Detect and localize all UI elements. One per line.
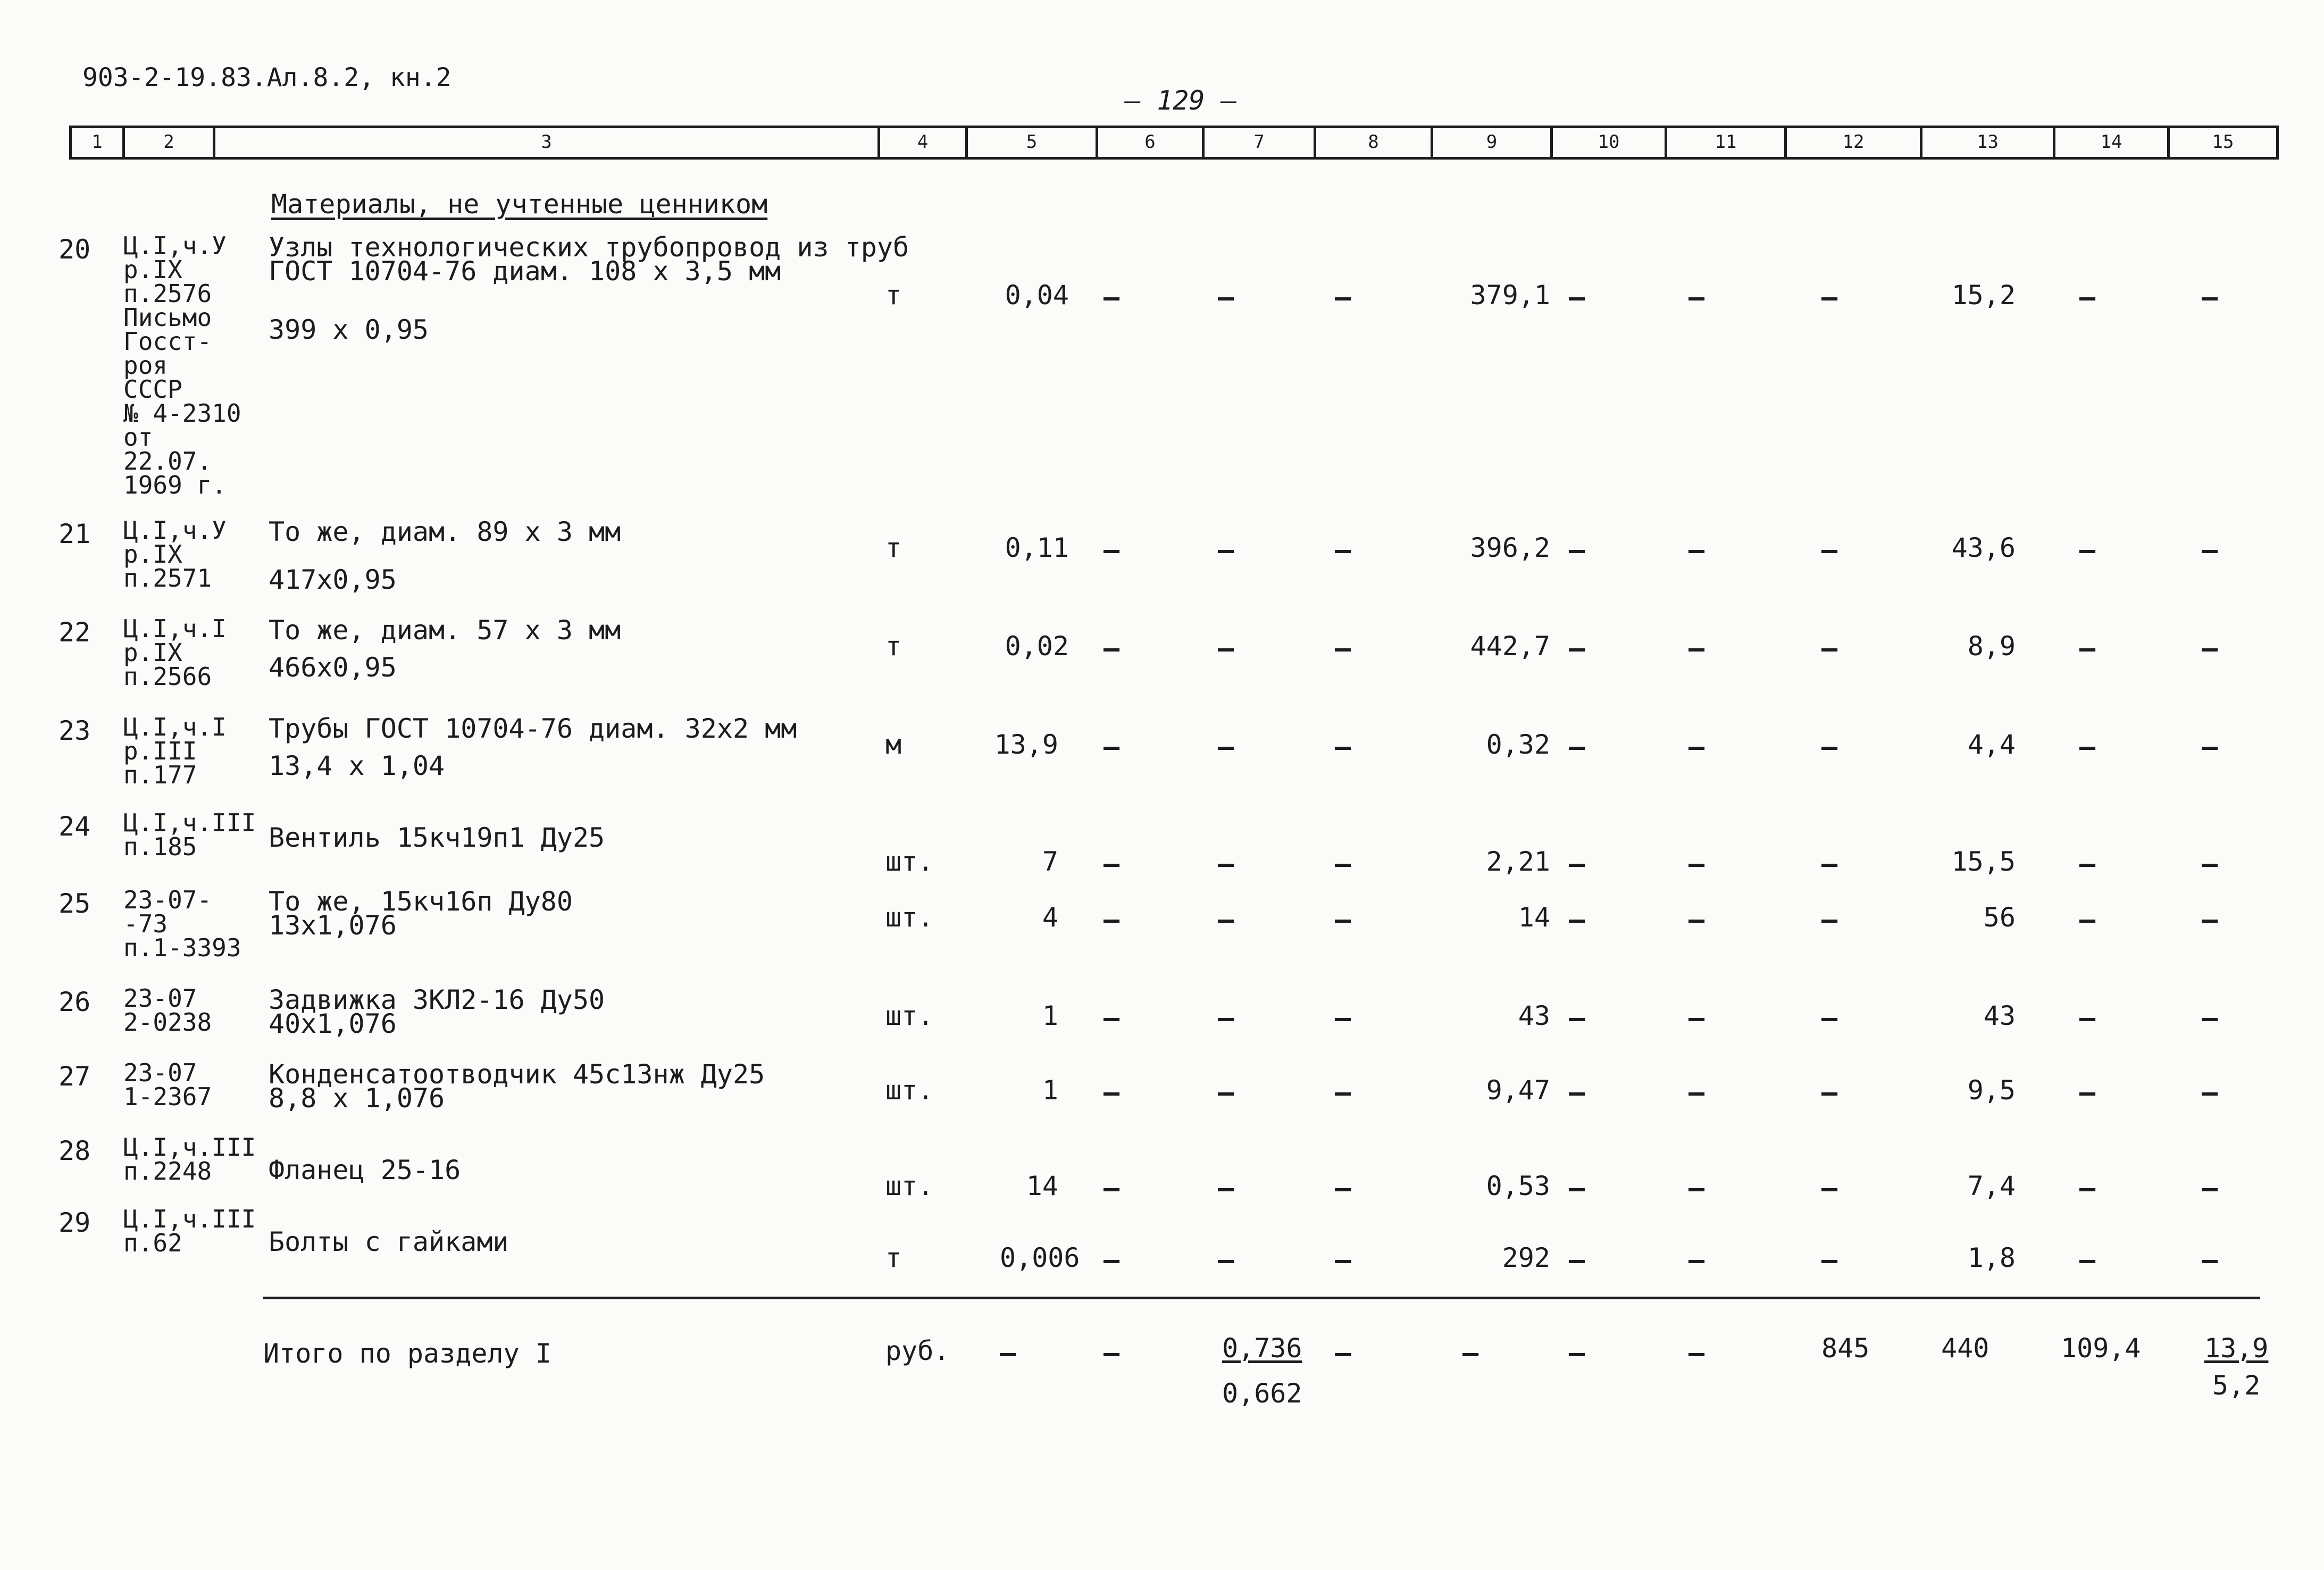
c11-cell: – bbox=[1688, 731, 1705, 762]
c9-cell: 43 bbox=[1518, 1000, 1550, 1031]
c12-cell: – bbox=[1821, 535, 1838, 565]
col-header-11: 11 bbox=[1665, 126, 1784, 160]
ref-line: № 4-2310 bbox=[123, 399, 241, 428]
c14-cell: – bbox=[2079, 282, 2096, 313]
ref-line: 1969 г. bbox=[123, 471, 227, 499]
c7-cell: – bbox=[1218, 633, 1234, 664]
row-number: 28 bbox=[58, 1135, 91, 1166]
c13-cell: 4,4 bbox=[1967, 729, 2016, 760]
unit-cell: шт. bbox=[885, 902, 934, 933]
unit-cell: т bbox=[885, 280, 902, 311]
ref-line: Госст- bbox=[123, 327, 212, 356]
item-name: 13х1,076 bbox=[269, 910, 397, 941]
c14-cell: – bbox=[2079, 848, 2096, 879]
document-code: 903-2-19.83.Ал.8.2, кн.2 bbox=[82, 63, 452, 93]
c7-cell: – bbox=[1218, 904, 1234, 935]
ref-line: роя bbox=[123, 351, 168, 380]
c8-cell: – bbox=[1335, 633, 1351, 664]
c15-cell: – bbox=[2202, 731, 2218, 762]
total-c12: 845 bbox=[1821, 1333, 1870, 1364]
ref-line: п.2571 bbox=[123, 564, 212, 592]
item-name: Узлы технологических трубопровод из труб bbox=[269, 232, 909, 263]
item-name: 13,4 х 1,04 bbox=[269, 750, 445, 781]
row-number: 26 bbox=[58, 987, 91, 1017]
c11-cell: – bbox=[1688, 535, 1705, 565]
c7-cell: – bbox=[1218, 1003, 1234, 1033]
c10-cell: – bbox=[1569, 731, 1585, 762]
c13-cell: 1,8 bbox=[1967, 1242, 2016, 1273]
item-name: Болты с гайками bbox=[269, 1226, 509, 1257]
c8-cell: – bbox=[1335, 848, 1351, 879]
ref-line: Ц.I,ч.I bbox=[123, 713, 227, 741]
c6-cell: – bbox=[1104, 731, 1120, 762]
ref-line: п.177 bbox=[123, 761, 197, 789]
ref-line: р.IX bbox=[123, 540, 182, 569]
item-name: 466х0,95 bbox=[269, 652, 397, 683]
c13-cell: 43 bbox=[1983, 1000, 2016, 1031]
c8-cell: – bbox=[1335, 535, 1351, 565]
ref-line: Письмо bbox=[123, 303, 212, 332]
c15-cell: – bbox=[2202, 1003, 2218, 1033]
c8-cell: – bbox=[1335, 904, 1351, 935]
c12-cell: – bbox=[1821, 904, 1838, 935]
c13-cell: 15,5 bbox=[1951, 846, 2016, 877]
c14-cell: – bbox=[2079, 731, 2096, 762]
total-c7-bottom: 0,662 bbox=[1222, 1378, 1302, 1409]
item-name: 417х0,95 bbox=[269, 564, 397, 595]
total-c15-bottom: 5,2 bbox=[2212, 1370, 2261, 1401]
ref-line: СССР bbox=[123, 375, 182, 404]
ref-line: Ц.I,ч.У bbox=[123, 516, 227, 545]
ref-line: п.1-3393 bbox=[123, 933, 241, 962]
ref-line: р.IX bbox=[123, 255, 182, 284]
ref-line: п.2248 bbox=[123, 1157, 212, 1185]
total-c6: – bbox=[1104, 1338, 1120, 1368]
col-header-9: 9 bbox=[1431, 126, 1550, 160]
ref-line: от bbox=[123, 423, 153, 452]
col-header-6: 6 bbox=[1096, 126, 1202, 160]
column-header bbox=[0, 0, 2324, 165]
c6-cell: – bbox=[1104, 904, 1120, 935]
total-c11: – bbox=[1688, 1338, 1705, 1368]
c10-cell: – bbox=[1569, 1173, 1585, 1204]
c13-cell: 43,6 bbox=[1951, 532, 2016, 563]
item-name: ГОСТ 10704-76 диам. 108 х 3,5 мм bbox=[269, 256, 781, 287]
c6-cell: – bbox=[1104, 535, 1120, 565]
unit-cell: м bbox=[885, 729, 902, 760]
ref-line: Ц.I,ч.III bbox=[123, 808, 256, 837]
c6-cell: – bbox=[1104, 1245, 1120, 1275]
qty-cell: 14 bbox=[1026, 1171, 1058, 1201]
c10-cell: – bbox=[1569, 904, 1585, 935]
c13-cell: 8,9 bbox=[1967, 631, 2016, 662]
c10-cell: – bbox=[1569, 282, 1585, 313]
c11-cell: – bbox=[1688, 1077, 1705, 1108]
c11-cell: – bbox=[1688, 633, 1705, 664]
unit-cell: т bbox=[885, 532, 902, 563]
ref-line: 23-07 bbox=[123, 1058, 197, 1087]
c9-cell: 9,47 bbox=[1486, 1075, 1550, 1106]
qty-cell: 1 bbox=[1042, 1000, 1058, 1031]
c13-cell: 15,2 bbox=[1951, 280, 2016, 311]
unit-cell: шт. bbox=[885, 846, 934, 877]
col-header-5: 5 bbox=[965, 126, 1096, 160]
c12-cell: – bbox=[1821, 848, 1838, 879]
item-name: 40х1,076 bbox=[269, 1008, 397, 1039]
total-c5: – bbox=[1000, 1338, 1016, 1368]
ref-line: Ц.I,ч.I bbox=[123, 614, 227, 643]
total-label: Итого по разделу I bbox=[263, 1338, 551, 1369]
c10-cell: – bbox=[1569, 1003, 1585, 1033]
unit-cell: т bbox=[885, 631, 902, 662]
ref-line: -73 bbox=[123, 909, 168, 938]
c8-cell: – bbox=[1335, 1173, 1351, 1204]
c7-cell: – bbox=[1218, 731, 1234, 762]
col-header-13: 13 bbox=[1920, 126, 2053, 160]
c11-cell: – bbox=[1688, 282, 1705, 313]
c14-cell: – bbox=[2079, 633, 2096, 664]
ref-line: р.IX bbox=[123, 638, 182, 667]
ref-line: 22.07. bbox=[123, 447, 212, 475]
qty-cell: 0,11 bbox=[1005, 532, 1069, 563]
ref-line: п.185 bbox=[123, 832, 197, 861]
c12-cell: – bbox=[1821, 731, 1838, 762]
item-name: 8,8 х 1,076 bbox=[269, 1083, 445, 1114]
total-c10: – bbox=[1569, 1338, 1585, 1368]
c7-cell: – bbox=[1218, 282, 1234, 313]
c6-cell: – bbox=[1104, 848, 1120, 879]
col-header-4: 4 bbox=[877, 126, 965, 160]
c14-cell: – bbox=[2079, 904, 2096, 935]
c15-cell: – bbox=[2202, 633, 2218, 664]
c15-cell: – bbox=[2202, 535, 2218, 565]
total-rule bbox=[263, 1297, 2260, 1299]
ref-line: п.62 bbox=[123, 1229, 182, 1257]
ref-line: Ц.I,ч.III bbox=[123, 1133, 256, 1162]
c9-cell: 442,7 bbox=[1470, 631, 1550, 662]
unit-cell: шт. bbox=[885, 1171, 934, 1201]
col-header-8: 8 bbox=[1314, 126, 1431, 160]
c9-cell: 292 bbox=[1502, 1242, 1550, 1273]
item-name: То же, диам. 89 х 3 мм bbox=[269, 516, 621, 547]
c11-cell: – bbox=[1688, 904, 1705, 935]
total-c7-top: 0,736 bbox=[1222, 1333, 1302, 1364]
ref-line: п.2576 bbox=[123, 279, 212, 308]
c7-cell: – bbox=[1218, 1245, 1234, 1275]
row-number: 20 bbox=[58, 234, 91, 265]
c14-cell: – bbox=[2079, 1003, 2096, 1033]
qty-cell: 0,006 bbox=[1000, 1242, 1080, 1273]
c14-cell: – bbox=[2079, 1173, 2096, 1204]
qty-cell: 7 bbox=[1042, 846, 1058, 877]
c12-cell: – bbox=[1821, 1003, 1838, 1033]
ref-line: п.2566 bbox=[123, 662, 212, 691]
ref-line: р.III bbox=[123, 737, 197, 765]
c14-cell: – bbox=[2079, 1077, 2096, 1108]
c8-cell: – bbox=[1335, 1077, 1351, 1108]
c10-cell: – bbox=[1569, 633, 1585, 664]
c11-cell: – bbox=[1688, 1245, 1705, 1275]
c10-cell: – bbox=[1569, 535, 1585, 565]
c8-cell: – bbox=[1335, 282, 1351, 313]
c12-cell: – bbox=[1821, 633, 1838, 664]
qty-cell: 4 bbox=[1042, 902, 1058, 933]
c12-cell: – bbox=[1821, 1173, 1838, 1204]
c11-cell: – bbox=[1688, 1173, 1705, 1204]
col-header-7: 7 bbox=[1202, 126, 1314, 160]
item-name: Задвижка 3КЛ2-16 Ду50 bbox=[269, 984, 605, 1015]
c8-cell: – bbox=[1335, 731, 1351, 762]
row-number: 23 bbox=[58, 715, 91, 746]
c6-cell: – bbox=[1104, 282, 1120, 313]
section-heading: Материалы, не учтенные ценником bbox=[271, 189, 768, 220]
c12-cell: – bbox=[1821, 1077, 1838, 1108]
c6-cell: – bbox=[1104, 1077, 1120, 1108]
c9-cell: 0,32 bbox=[1486, 729, 1550, 760]
total-c13: 440 bbox=[1941, 1333, 1989, 1364]
row-number: 21 bbox=[58, 519, 91, 549]
ref-line: 23-07- bbox=[123, 886, 212, 914]
col-header-2: 2 bbox=[122, 126, 213, 160]
c15-cell: – bbox=[2202, 904, 2218, 935]
c12-cell: – bbox=[1821, 282, 1838, 313]
row-number: 25 bbox=[58, 888, 91, 919]
c9-cell: 14 bbox=[1518, 902, 1550, 933]
c7-cell: – bbox=[1218, 848, 1234, 879]
c7-cell: – bbox=[1218, 535, 1234, 565]
c11-cell: – bbox=[1688, 1003, 1705, 1033]
item-name: Фланец 25-16 bbox=[269, 1155, 461, 1185]
c9-cell: 0,53 bbox=[1486, 1171, 1550, 1201]
c8-cell: – bbox=[1335, 1003, 1351, 1033]
total-c14: 109,4 bbox=[2061, 1333, 2141, 1364]
total-c8: – bbox=[1335, 1338, 1351, 1368]
page-number: — 129 — bbox=[1125, 85, 1237, 116]
c15-cell: – bbox=[2202, 1077, 2218, 1108]
total-unit: руб. bbox=[885, 1335, 950, 1366]
c10-cell: – bbox=[1569, 848, 1585, 879]
row-number: 22 bbox=[58, 617, 91, 648]
row-number: 24 bbox=[58, 811, 91, 842]
c15-cell: – bbox=[2202, 282, 2218, 313]
qty-cell: 0,02 bbox=[1005, 631, 1069, 662]
c7-cell: – bbox=[1218, 1077, 1234, 1108]
ref-line: Ц.I,ч.III bbox=[123, 1205, 256, 1233]
c15-cell: – bbox=[2202, 848, 2218, 879]
c14-cell: – bbox=[2079, 1245, 2096, 1275]
item-name: Трубы ГОСТ 10704-76 диам. 32х2 мм bbox=[269, 713, 797, 744]
row-number: 27 bbox=[58, 1061, 91, 1092]
item-name: Конденсатоотводчик 45с13нж Ду25 bbox=[269, 1059, 765, 1090]
c9-cell: 396,2 bbox=[1470, 532, 1550, 563]
item-name: То же, 15кч16п Ду80 bbox=[269, 886, 573, 917]
c14-cell: – bbox=[2079, 535, 2096, 565]
qty-cell: 1 bbox=[1042, 1075, 1058, 1106]
col-header-3: 3 bbox=[213, 126, 877, 160]
item-name: То же, диам. 57 х 3 мм bbox=[269, 615, 621, 646]
c6-cell: – bbox=[1104, 633, 1120, 664]
ref-line: 1-2367 bbox=[123, 1082, 212, 1111]
c13-cell: 7,4 bbox=[1967, 1171, 2016, 1201]
c7-cell: – bbox=[1218, 1173, 1234, 1204]
ref-line: 2-0238 bbox=[123, 1008, 212, 1037]
c13-cell: 56 bbox=[1983, 902, 2016, 933]
c11-cell: – bbox=[1688, 848, 1705, 879]
c9-cell: 379,1 bbox=[1470, 280, 1550, 311]
c9-cell: 2,21 bbox=[1486, 846, 1550, 877]
c13-cell: 9,5 bbox=[1967, 1075, 2016, 1106]
c6-cell: – bbox=[1104, 1003, 1120, 1033]
total-c15-top: 13,9 bbox=[2204, 1333, 2269, 1364]
c12-cell: – bbox=[1821, 1245, 1838, 1275]
item-name: Вентиль 15кч19п1 Ду25 bbox=[269, 822, 605, 853]
unit-cell: шт. bbox=[885, 1000, 934, 1031]
unit-cell: шт. bbox=[885, 1075, 934, 1106]
row-number: 29 bbox=[58, 1207, 91, 1238]
ref-line: Ц.I,ч.У bbox=[123, 231, 227, 260]
ref-line: 23-07 bbox=[123, 984, 197, 1013]
c15-cell: – bbox=[2202, 1173, 2218, 1204]
col-header-10: 10 bbox=[1550, 126, 1665, 160]
qty-cell: 13,9 bbox=[994, 729, 1058, 760]
col-header-1: 1 bbox=[69, 126, 122, 160]
c10-cell: – bbox=[1569, 1245, 1585, 1275]
col-header-12: 12 bbox=[1784, 126, 1920, 160]
qty-cell: 0,04 bbox=[1005, 280, 1069, 311]
col-header-14: 14 bbox=[2053, 126, 2167, 160]
total-c9: – bbox=[1462, 1338, 1479, 1368]
col-header-15: 15 bbox=[2167, 126, 2279, 160]
c6-cell: – bbox=[1104, 1173, 1120, 1204]
item-name: 399 х 0,95 bbox=[269, 314, 429, 345]
c10-cell: – bbox=[1569, 1077, 1585, 1108]
c8-cell: – bbox=[1335, 1245, 1351, 1275]
unit-cell: т bbox=[885, 1242, 902, 1273]
c15-cell: – bbox=[2202, 1245, 2218, 1275]
